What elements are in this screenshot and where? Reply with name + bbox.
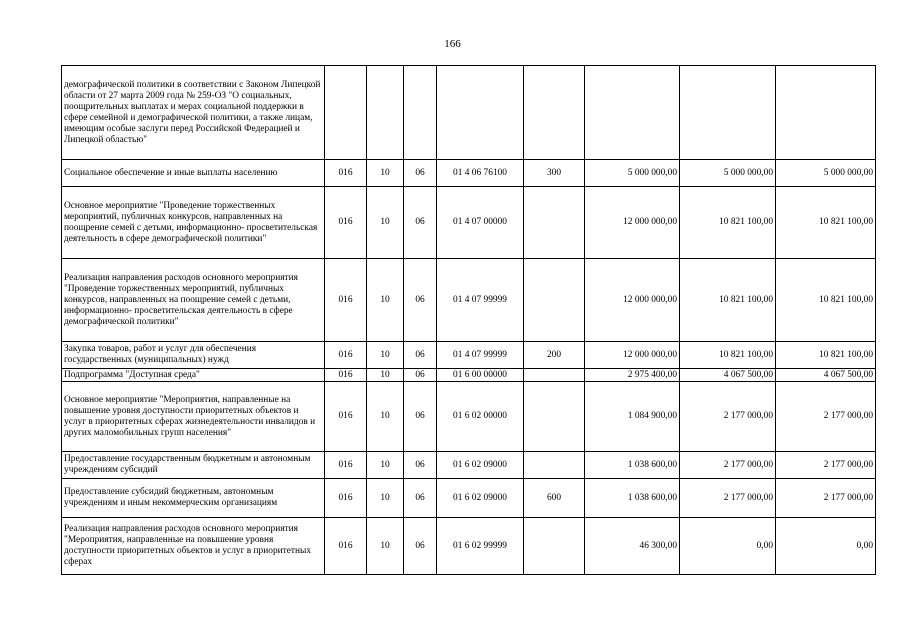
row-rz: 10 <box>367 369 404 382</box>
row-rz: 10 <box>367 452 404 479</box>
row-name: демографической политики в соответствии с Законом Липецкой области от 27 марта 2009 года № 259-ОЗ "О социальных, поощрительных выплатах и мерах социальной поддержки в сфере семейной и демографической политики, а также лицам, имеющим особые заслуги перед Российской Федерацией и Липецкой областью" <box>62 66 325 160</box>
row-sum-3: 10 821 100,00 <box>776 187 876 259</box>
table-row <box>62 382 876 452</box>
row-sum-3 <box>776 66 876 160</box>
table-row <box>62 66 876 160</box>
row-pr: 06 <box>404 518 437 575</box>
row-vr: 600 <box>524 479 585 518</box>
row-sum-2: 2 177 000,00 <box>680 452 776 479</box>
row-name: Социальное обеспечение и иные выплаты населению <box>62 160 325 187</box>
row-vr: 300 <box>524 160 585 187</box>
row-pr: 06 <box>404 259 437 342</box>
row-gr: 016 <box>325 369 367 382</box>
row-gr: 016 <box>325 342 367 369</box>
row-vr <box>524 369 585 382</box>
row-vr <box>524 66 585 160</box>
table-row <box>62 342 876 369</box>
row-pr: 06 <box>404 452 437 479</box>
row-vr <box>524 518 585 575</box>
row-gr: 016 <box>325 452 367 479</box>
row-vr: 200 <box>524 342 585 369</box>
row-sum-3: 2 177 000,00 <box>776 479 876 518</box>
page-number: 166 <box>444 38 461 50</box>
row-csr: 01 6 02 09000 <box>437 479 524 518</box>
table-row <box>62 259 876 342</box>
row-gr: 016 <box>325 259 367 342</box>
row-sum-2: 2 177 000,00 <box>680 479 776 518</box>
row-sum-1: 12 000 000,00 <box>585 342 680 369</box>
row-pr: 06 <box>404 160 437 187</box>
row-sum-3: 2 177 000,00 <box>776 382 876 452</box>
row-gr <box>325 66 367 160</box>
row-name: Закупка товаров, работ и услуг для обеспечения государственных (муниципальных) нужд <box>62 342 325 369</box>
row-csr: 01 4 06 76100 <box>437 160 524 187</box>
row-csr: 01 4 07 00000 <box>437 187 524 259</box>
row-sum-1: 12 000 000,00 <box>585 187 680 259</box>
row-pr <box>404 66 437 160</box>
row-sum-1: 2 975 400,00 <box>585 369 680 382</box>
row-csr: 01 6 02 09000 <box>437 452 524 479</box>
row-pr: 06 <box>404 187 437 259</box>
row-pr: 06 <box>404 479 437 518</box>
row-csr: 01 6 02 00000 <box>437 382 524 452</box>
row-sum-1: 1 038 600,00 <box>585 479 680 518</box>
row-vr <box>524 187 585 259</box>
row-sum-2 <box>680 66 776 160</box>
row-rz: 10 <box>367 342 404 369</box>
row-pr: 06 <box>404 382 437 452</box>
table-row <box>62 187 876 259</box>
row-sum-3: 5 000 000,00 <box>776 160 876 187</box>
row-sum-2: 2 177 000,00 <box>680 382 776 452</box>
table-row <box>62 452 876 479</box>
row-vr <box>524 452 585 479</box>
row-sum-1: 5 000 000,00 <box>585 160 680 187</box>
row-sum-3: 4 067 500,00 <box>776 369 876 382</box>
table-row <box>62 160 876 187</box>
row-sum-1: 46 300,00 <box>585 518 680 575</box>
row-csr: 01 4 07 99999 <box>437 342 524 369</box>
row-sum-2: 10 821 100,00 <box>680 342 776 369</box>
table-row <box>62 369 876 382</box>
row-name: Предоставление государственным бюджетным и автономным учреждениям субсидий <box>62 452 325 479</box>
row-sum-1: 12 000 000,00 <box>585 259 680 342</box>
row-rz: 10 <box>367 518 404 575</box>
row-sum-2: 5 000 000,00 <box>680 160 776 187</box>
row-name: Реализация направления расходов основного мероприятия "Проведение торжественных мероприятий, публичных конкурсов, направленных на поощрение семей с детьми, информационно- просветительская деятельность в сфере демографической политики" <box>62 259 325 342</box>
row-rz: 10 <box>367 479 404 518</box>
row-vr <box>524 382 585 452</box>
row-gr: 016 <box>325 187 367 259</box>
row-csr: 01 4 07 99999 <box>437 259 524 342</box>
row-vr <box>524 259 585 342</box>
row-sum-3: 10 821 100,00 <box>776 259 876 342</box>
row-name: Основное мероприятие "Проведение торжественных мероприятий, публичных конкурсов, направленных на поощрение семей с детьми, информационно- просветительская деятельность в сфере демографической политики" <box>62 187 325 259</box>
table-row <box>62 479 876 518</box>
row-sum-2: 4 067 500,00 <box>680 369 776 382</box>
row-rz: 10 <box>367 160 404 187</box>
row-gr: 016 <box>325 479 367 518</box>
row-sum-1 <box>585 66 680 160</box>
row-rz: 10 <box>367 187 404 259</box>
row-sum-3: 2 177 000,00 <box>776 452 876 479</box>
row-pr: 06 <box>404 369 437 382</box>
row-name: Основное мероприятие "Мероприятия, направленные на повышение уровня доступности приоритетных объектов и услуг в приоритетных сферах жизнедеятельности инвалидов и других маломобильных групп населения" <box>62 382 325 452</box>
row-csr: 01 6 00 00000 <box>437 369 524 382</box>
row-sum-1: 1 038 600,00 <box>585 452 680 479</box>
row-sum-2: 10 821 100,00 <box>680 259 776 342</box>
row-rz: 10 <box>367 259 404 342</box>
table-row <box>62 518 876 575</box>
row-sum-3: 10 821 100,00 <box>776 342 876 369</box>
row-sum-2: 10 821 100,00 <box>680 187 776 259</box>
row-gr: 016 <box>325 382 367 452</box>
row-rz <box>367 66 404 160</box>
row-gr: 016 <box>325 518 367 575</box>
row-name: Предоставление субсидий бюджетным, автономным учреждениям и иным некоммерческим организациям <box>62 479 325 518</box>
row-rz: 10 <box>367 382 404 452</box>
row-name: Подпрограмма "Доступная среда" <box>62 369 325 382</box>
row-name: Реализация направления расходов основного мероприятия "Мероприятия, направленные на повышение уровня доступности приоритетных объектов и услуг в приоритетных сферах <box>62 518 325 575</box>
row-sum-3: 0,00 <box>776 518 876 575</box>
row-pr: 06 <box>404 342 437 369</box>
row-csr: 01 6 02 99999 <box>437 518 524 575</box>
row-csr <box>437 66 524 160</box>
row-sum-1: 1 084 900,00 <box>585 382 680 452</box>
row-sum-2: 0,00 <box>680 518 776 575</box>
row-gr: 016 <box>325 160 367 187</box>
budget-table <box>61 65 876 575</box>
